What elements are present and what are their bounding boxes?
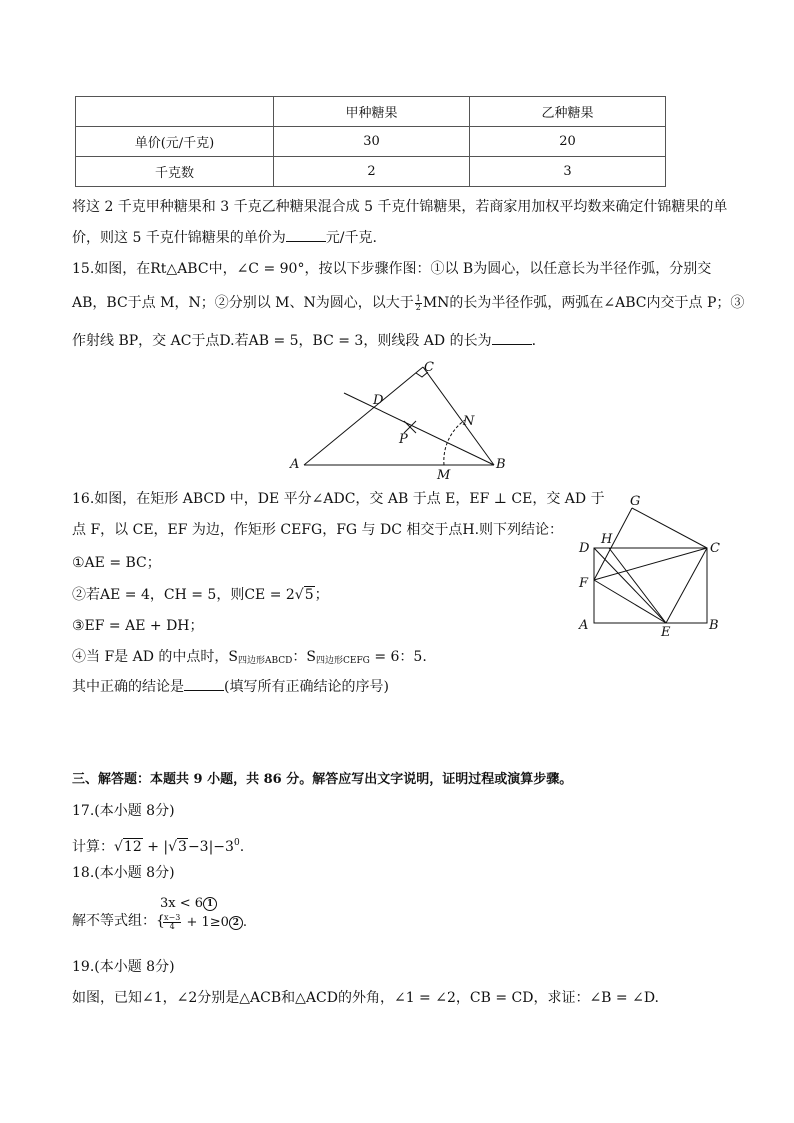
- circled-number-2: 2: [229, 916, 243, 930]
- q16-conclusion-2: ②若AE = 4，CH = 5，则CE = 2√5；: [72, 587, 329, 603]
- q18-label: 解不等式组：{: [72, 913, 165, 929]
- q15-line1: 15.如图，在Rt△ABC中，∠C = 90°，按以下步骤作图：①以 B为圆心，以任意长为半径作弧，分别交: [72, 261, 712, 277]
- arc-mn: [444, 420, 465, 465]
- table-header-row: [76, 97, 666, 127]
- frac-den: 2: [415, 302, 421, 312]
- expr-part: −3|−3: [187, 839, 234, 855]
- table-row: [76, 127, 666, 157]
- inequality-2: [162, 914, 247, 931]
- ray-bp: [344, 393, 494, 465]
- q15-line2: [72, 294, 744, 312]
- section-heading: 三、解答题：本题共 9 小题，共 86 分。解答应写出文字说明，证明过程或演算步骤。: [72, 772, 573, 787]
- table-cell: 单价(元/千克): [76, 127, 274, 157]
- expr-end: .: [242, 915, 248, 930]
- circled-number-1: 1: [203, 897, 217, 911]
- q16-conclusion-4: [72, 648, 427, 670]
- ineq-2-text: + 1≥0: [182, 915, 229, 930]
- label-c: C: [424, 360, 434, 375]
- segment-fe: [594, 580, 666, 623]
- fraction-half: [415, 295, 422, 312]
- q17-expression: 计算：$√12 + |√3-3|-3^0$.: [72, 838, 245, 855]
- ineq-1-text: 3x < 6: [160, 896, 204, 911]
- label-f: F: [579, 576, 589, 591]
- subscript-cefg: 四边形CEFG: [315, 656, 370, 666]
- subscript-abcd: 四边形ABCD: [238, 656, 293, 666]
- side-cb: [423, 367, 494, 465]
- label-a: A: [579, 618, 589, 633]
- answer-blank: [286, 229, 326, 242]
- q16-conclusion-1: ①AE = BC；: [72, 555, 161, 571]
- segment-fg: [594, 508, 632, 580]
- q16-line2: 点 F，以 CE，EF 为边，作矩形 CEFG，FG 与 DC 相交于点H.则下列结论：: [72, 522, 564, 538]
- sqrt-radicand: 3: [178, 839, 187, 855]
- answer-blank: [492, 332, 532, 345]
- table-cell: 2: [274, 157, 470, 187]
- q16-answer-label: 其中正确的结论是: [72, 679, 184, 695]
- q16-c2-text: ②若AE = 4，CH = 5，则CE = 2: [72, 587, 295, 603]
- segment-fc: [594, 548, 707, 580]
- table-cell: 3: [470, 157, 666, 187]
- q14-line2: [72, 229, 377, 247]
- q15-text-2: MN的长为半径作弧，两弧在∠ABC内交于点 P；③: [422, 295, 745, 311]
- q16-c4-text: ④当 F是 AD 的中点时，S: [72, 649, 238, 665]
- table-cell: 20: [470, 127, 666, 157]
- answer-blank: [184, 678, 224, 691]
- table-cell: 乙种糖果: [470, 97, 666, 127]
- q16-c2-end: ；: [314, 587, 329, 603]
- candy-price-table: [75, 96, 666, 187]
- table-cell: 30: [274, 127, 470, 157]
- rect-abcd: [594, 548, 707, 623]
- segment-gc: [632, 508, 707, 548]
- q16-answer-note: (填写所有正确结论的序号): [224, 679, 389, 695]
- segment-he: [609, 548, 666, 623]
- q14-unit: 元/千克.: [325, 230, 377, 246]
- calc-label: 计算：: [72, 839, 114, 855]
- q15-text: AB，BC于点 M，N；②分别以 M、N为圆心，以大于: [72, 295, 414, 311]
- expr-end: .: [239, 839, 245, 855]
- q15-line3: [72, 332, 536, 350]
- label-b: B: [709, 618, 719, 633]
- label-a: A: [290, 457, 300, 472]
- frac-num: 1: [415, 293, 421, 303]
- rectangle-figure: [572, 490, 722, 645]
- label-d: D: [579, 541, 590, 556]
- segment-ec: [666, 548, 707, 623]
- label-p: P: [399, 432, 408, 447]
- inequality-1: [160, 896, 217, 911]
- label-c: C: [710, 541, 720, 556]
- fraction: [163, 914, 181, 931]
- q19-title: 19.(本小题 8分): [72, 959, 175, 975]
- table-cell: 甲种糖果: [274, 97, 470, 127]
- q16-answer: [72, 678, 389, 696]
- q18-title: 18.(本小题 8分): [72, 865, 175, 881]
- table-cell: [76, 97, 274, 127]
- triangle-figure: [280, 355, 520, 480]
- q15-period: .: [531, 333, 537, 349]
- label-d: D: [373, 393, 384, 408]
- label-g: G: [630, 494, 641, 509]
- q17-title: 17.(本小题 8分): [72, 803, 175, 819]
- q16-line1: 16.如图，在矩形 ABCD 中，DE 平分∠ADC，交 AB 于点 E，EF ⊥ CE，交 AD 于: [72, 491, 605, 507]
- expr-part: + |: [142, 839, 169, 855]
- exponent: 0: [233, 838, 240, 848]
- frac-den: 4: [169, 922, 175, 931]
- sqrt-radicand: 5: [304, 587, 314, 603]
- frac-num: x−3: [164, 913, 181, 922]
- label-n: N: [463, 414, 475, 429]
- table-cell: 千克数: [76, 157, 274, 187]
- label-m: M: [437, 468, 451, 480]
- q15-text-3: 作射线 BP，交 AC于点D.若AB = 5，BC = 3，则线段 AD 的长为: [72, 333, 492, 349]
- q16-c4-end: = 6：5.: [369, 649, 427, 665]
- q19-text: 如图，已知∠1，∠2分别是△ACB和△ACD的外角，∠1 = ∠2，CB = CD，求证：∠B = ∠D.: [72, 990, 659, 1006]
- sqrt-radicand: 12: [123, 839, 142, 855]
- q14-line1: 将这 2 千克甲种糖果和 3 千克乙种糖果混合成 5 千克什锦糖果，若商家用加权平均数来确定什锦糖果的单: [72, 199, 728, 215]
- label-b: B: [496, 457, 506, 472]
- q16-conclusion-3: ③EF = AE + DH；: [72, 618, 204, 634]
- table-row: [76, 157, 666, 187]
- side-ac: [304, 367, 423, 465]
- label-h: H: [601, 532, 613, 547]
- label-e: E: [661, 625, 671, 640]
- q16-c4-mid: ：S: [292, 649, 316, 665]
- q14-text: 价，则这 5 千克什锦糖果的单价为: [72, 230, 286, 246]
